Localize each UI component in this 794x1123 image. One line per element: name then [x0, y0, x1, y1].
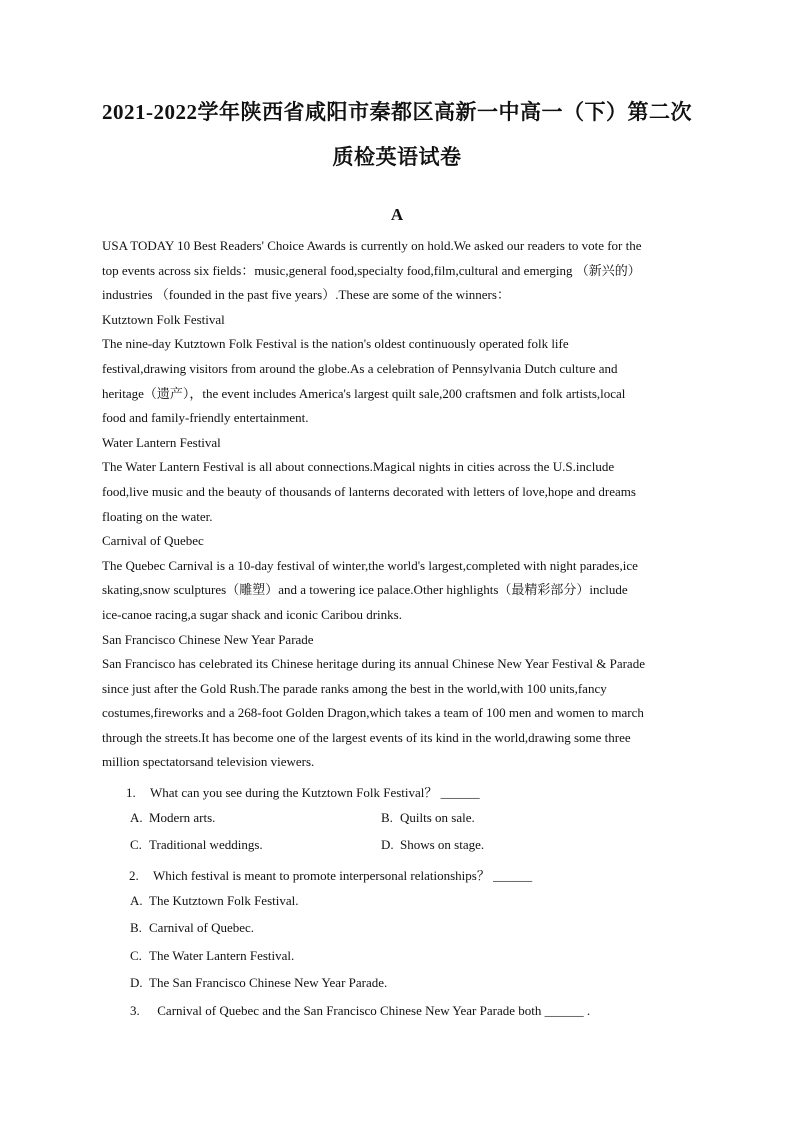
question-number: 1. — [126, 785, 136, 800]
q2-option-c — [130, 948, 294, 964]
passage-line: food,live music and the beauty of thousands of lanterns decorated with letters of love,hope and dreams — [102, 483, 636, 499]
passage-line: USA TODAY 10 Best Readers' Choice Awards is currently on hold.We asked our readers to vote for the — [102, 238, 642, 253]
passage-line: heritage（遗产），the event includes America's largest quilt sale,200 craftsmen and folk artists,local — [102, 385, 626, 401]
passage-line: San Francisco has celebrated its Chinese heritage during its annual Chinese New Year Festival & Parade — [102, 656, 645, 672]
option-letter: A. — [130, 810, 143, 825]
passage-line: through the streets.It has become one of the largest events of its kind in the world,drawing some three — [102, 729, 631, 745]
q1-option-b — [381, 810, 475, 826]
option-letter: B. — [130, 920, 142, 935]
question-text: Which festival is meant to promote interpersonal relationships？ ______ — [153, 868, 533, 883]
festival-heading: Water Lantern Festival — [102, 434, 221, 450]
option-letter: A. — [130, 893, 143, 908]
option-text: The Kutztown Folk Festival. — [149, 893, 299, 908]
passage-line: skating,snow sculptures（雕塑）and a towering ice palace.Other highlights（最精彩部分）include — [102, 582, 628, 598]
option-text: Quilts on sale. — [400, 810, 475, 825]
question-number: 3. — [130, 1003, 140, 1018]
question-3 — [130, 1003, 590, 1019]
q2-option-d — [130, 975, 387, 991]
passage-line: food and family-friendly entertainment. — [102, 410, 309, 426]
passage-line: The Water Lantern Festival is all about connections.Magical nights in cities across the U.S.include — [102, 459, 615, 475]
option-text: The Water Lantern Festival. — [149, 948, 295, 963]
q2-option-b — [130, 920, 254, 936]
option-text: Shows on stage. — [400, 837, 485, 852]
question-2 — [129, 865, 532, 884]
passage — [102, 234, 702, 775]
festival-heading: San Francisco Chinese New Year Parade — [102, 631, 314, 647]
option-text: Traditional weddings. — [149, 837, 263, 852]
festival-heading: Carnival of Quebec — [102, 533, 204, 549]
exam-title-line-1: 2021-2022学年陕西省咸阳市秦都区高新一中高一（下）第二次 — [102, 100, 692, 124]
festival-heading: Kutztown Folk Festival — [102, 311, 225, 327]
passage-line: floating on the water. — [102, 508, 213, 524]
question-number: 2. — [129, 868, 139, 883]
option-text: Modern arts. — [149, 810, 216, 825]
option-text: Carnival of Quebec. — [149, 920, 255, 935]
option-letter: C. — [130, 948, 142, 963]
option-letter: D. — [130, 975, 143, 990]
option-letter: C. — [130, 837, 142, 852]
question-text: Carnival of Quebec and the San Francisco Chinese New Year Parade both ______ . — [154, 1003, 591, 1018]
passage-line: festival,drawing visitors from around the globe.As a celebration of Pennsylvania Dutch culture and — [102, 360, 618, 376]
passage-line: million spectatorsand television viewers. — [102, 754, 315, 770]
passage-line: costumes,fireworks and a 268-foot Golden Dragon,which takes a team of 100 men and women to march — [102, 705, 644, 721]
q2-option-a — [130, 893, 299, 909]
option-text: The San Francisco Chinese New Year Parade. — [149, 975, 388, 990]
passage-line: since just after the Gold Rush.The parade ranks among the best in the world,with 100 units,fancy — [102, 680, 607, 696]
question-text: What can you see during the Kutztown Folk Festival？ ______ — [150, 785, 480, 800]
question-1 — [126, 782, 480, 801]
passage-line: ice-canoe racing,a sugar shack and iconic Caribou drinks. — [102, 606, 402, 622]
passage-line: The nine-day Kutztown Folk Festival is the nation's oldest continuously operated folk life — [102, 336, 569, 352]
passage-line: industries （founded in the past five years）.These are some of the winners： — [102, 287, 510, 303]
passage-line: top events across six fields：music,general food,specialty food,film,cultural and emerging （新兴的） — [102, 262, 641, 278]
option-letter: B. — [381, 810, 393, 825]
section-heading: A — [390, 205, 404, 224]
q1-option-d — [381, 837, 484, 853]
option-letter: D. — [381, 837, 394, 852]
q1-option-a — [130, 810, 215, 826]
q1-option-c — [130, 837, 263, 853]
exam-title-line-2: 质检英语试卷 — [332, 145, 462, 169]
passage-line: The Quebec Carnival is a 10-day festival of winter,the world's largest,completed with night parades,ice — [102, 557, 638, 573]
